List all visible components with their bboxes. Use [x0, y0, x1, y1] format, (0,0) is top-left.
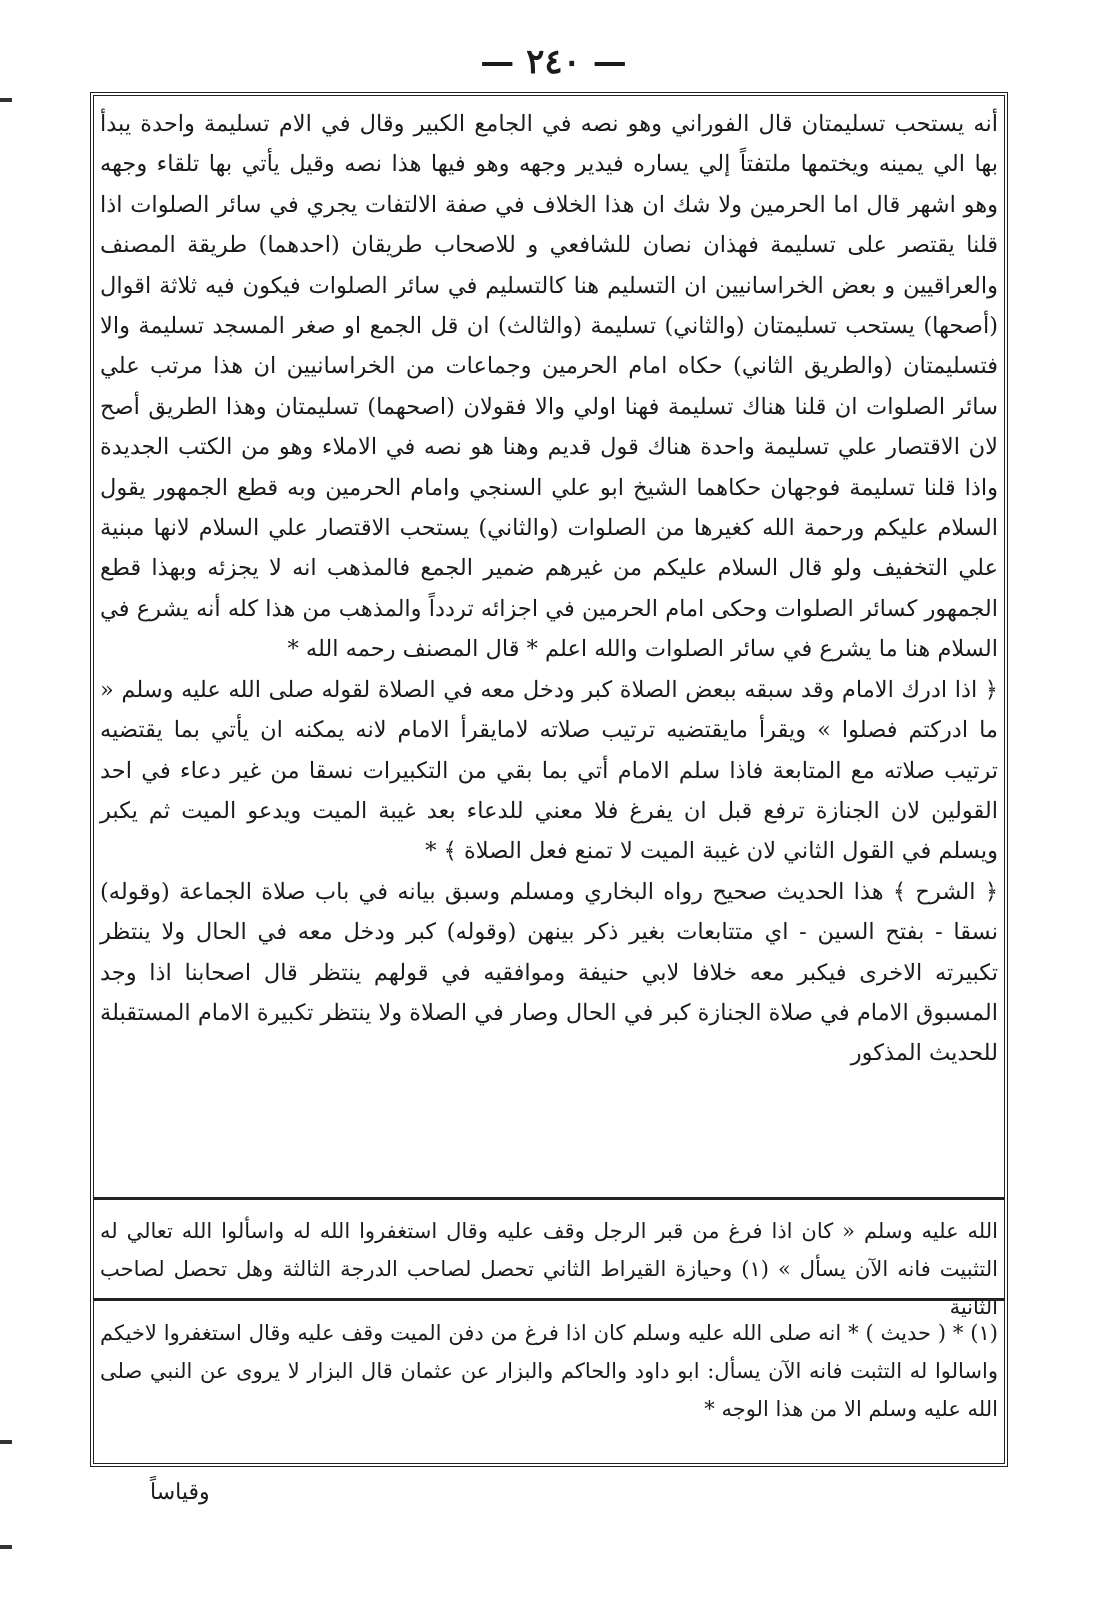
- footnote-divider: [94, 1298, 1004, 1301]
- paragraph-author-text-masbuq: ﴿ اذا ادرك الامام وقد سبقه ببعض الصلاة كبر ودخل معه في الصلاة لقوله صلى الله عليه وسلم « ما ادركتم فصلوا » ويقرأ مايقتضيه ترتيب صلاته لامايقرأ الامام لانه يمكنه ان يأتي بما يقتضيه ترتيب صلاته مع المتابعة فاذا سلم الامام أتي بما بقي من التكبيرات نسقا من غير دعاء في احد القولين لان الجنازة ترفع قبل ان يفرغ فلا معني للدعاء بعد غيبة الميت ويدعو الميت ثم يكبر ويسلم في القول الثاني لان غيبة الميت لا تمنع فعل الصلاة ﴾ *: [100, 676, 998, 865]
- footnote-text: (١) * ( حديث ) * انه صلى الله عليه وسلم كان اذا فرغ من دفن الميت وقف عليه وقال استغفروا لاخيكم واسالوا له التثبت فانه الآن يسأل: ابو داود والحاكم والبزار عن عثمان قال البزار لا يروى عن النبي صلى الله عليه وسلم الا من هذا الوجه *: [100, 1321, 998, 1421]
- page-number: — ٢٤٠ —: [480, 42, 627, 82]
- main-divider: [94, 1197, 1004, 1200]
- paragraph-sharh: ﴿ الشرح ﴾ هذا الحديث صحيح رواه البخاري ومسلم وسبق بيانه في باب صلاة الجماعة (وقوله) نسقا - بفتح السين - اي متتابعات بغير ذكر بينهن (وقوله) كبر ودخل معه في الحال ولا ينتظر تكبيرته الاخرى فيكبر معه خلافا لابي حنيفة وموافقيه في قولهم ينتظر قال اصحابنا اذا وجد المسبوق الامام في صلاة الجنازة كبر في الحال وصار في الصلاة ولا ينتظر تكبيرة الامام المستقبلة للحديث المذكور: [100, 878, 998, 1067]
- catchword: وقياساً: [150, 1480, 210, 1505]
- margin-mark: [0, 1440, 12, 1444]
- footnote: [100, 1314, 998, 1454]
- lower-commentary: [100, 1212, 998, 1319]
- lower-commentary-text: الله عليه وسلم « كان اذا فرغ من قبر الرجل وقف عليه وقال استغفروا الله له واسألوا الله تعالي له التثبيت فانه الآن يسأل » (١) وحيازة القيراط الثاني تحصل لصاحب الدرجة الثالثة وهل تحصل لصاحب الثانية: [100, 1219, 998, 1319]
- paragraph-commentary-on-salam: أنه يستحب تسليمتان قال الفوراني وهو نصه في الجامع الكبير وقال في الام تسليمة واحدة يبدأ بها الي يمينه ويختمها ملتفتاً إلي يساره فيدير وجهه وهو فيها هذا نصه وقيل يأتي بها تلقاء وجهه وهو اشهر قال اما الحرمين ولا شك ان هذا الخلاف في صفة الالتفات يجري في سائر الصلوات اذا قلنا يقتصر على تسليمة فهذان نصان للشافعي و للاصحاب طريقان (احدهما) طريقة المصنف والعراقيين و بعض الخراسانيين ان التسليم هنا كالتسليم في سائر الصلوات فيكون فيه ثلاثة اقوال (أصحها) يستحب تسليمتان (والثاني) تسليمة (والثالث) ان قل الجمع او صغر المسجد تسليمة والا فتسليمتان (والطريق الثاني) حكاه امام الحرمين وجماعات من الخراسانيين ان هذا مرتب علي سائر الصلوات ان قلنا هناك تسليمة فهنا اولي والا فقولان (اصحهما) تسليمتان وهذا الطريق أصح لان الاقتصار علي تسليمة واحدة هناك قول قديم وهنا هو نصه في الاملاء وهو من الكتب الجديدة واذا قلنا تسليمة فوجهان حكاهما الشيخ ابو علي السنجي وامام الحرمين وبه قطع الجمهور يقول السلام عليكم ورحمة الله كغيرها من الصلوات (والثاني) يستحب الاقتصار علي السلام لانها مبنية علي التخفيف ولو قال السلام عليكم من غيرهم ضمير الجمع فالمذهب انه لا يجزئه وبهذا قطع الجمهور كسائر الصلوات وحكى امام الحرمين في اجزائه تردداً والمذهب من هذا كله أنه يشرع في السلام هنا ما يشرع في سائر الصلوات والله اعلم * قال المصنف رحمه الله *: [100, 111, 998, 663]
- margin-mark: [0, 98, 12, 102]
- main-text: [100, 104, 998, 1194]
- margin-mark: [0, 1545, 12, 1549]
